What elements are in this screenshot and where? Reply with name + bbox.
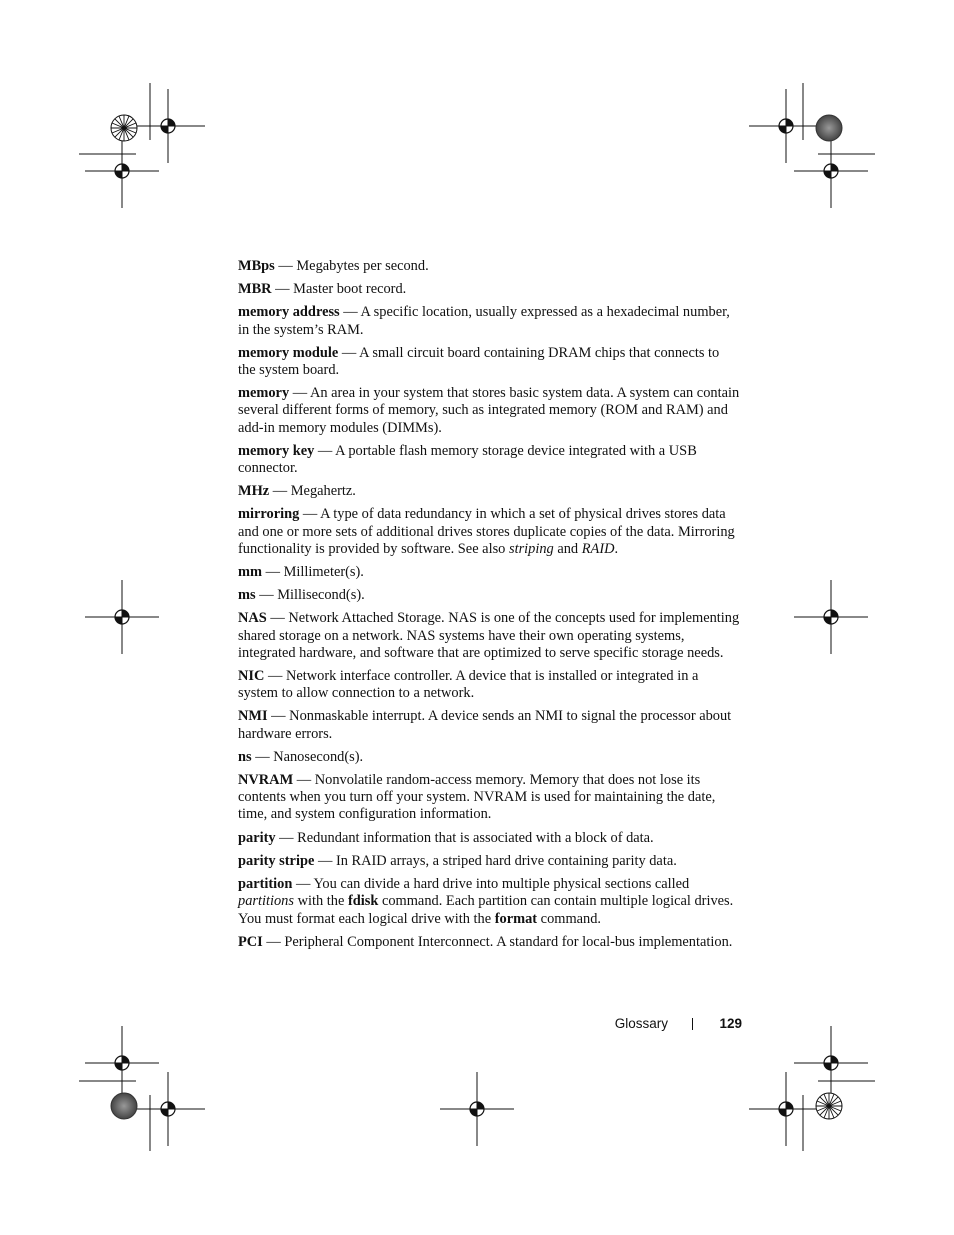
definition-text: In RAID arrays, a striped hard drive containing parity data.: [335, 852, 677, 869]
glossary-term: NAS: [238, 610, 267, 627]
term-separator: —: [269, 483, 291, 500]
definition-text: .: [614, 540, 619, 557]
crosshair-mark: [85, 580, 159, 654]
term-separator: —: [338, 344, 360, 361]
term-separator: —: [271, 281, 294, 298]
term-separator: —: [299, 506, 321, 523]
glossary-entry: [238, 506, 740, 558]
glossary-entry: [238, 749, 740, 766]
glossary-entry: [238, 483, 740, 500]
glossary-term: mirroring: [238, 506, 300, 523]
definition-text: Network Attached Storage. NAS is one of the concepts used for implementing shared storage on a network. NAS systems have their own operating systems, integrated hardware, and software that are optimized to serve specific storage needs.: [238, 610, 740, 661]
glossary-term: memory: [238, 385, 290, 402]
term-separator: —: [251, 748, 274, 765]
glossary-entry: [238, 708, 740, 742]
emphasis-text: RAID: [581, 540, 615, 557]
term-separator: —: [262, 933, 285, 950]
definition-text: Network interface controller. A device that is installed or integrated in a system to allow connection to a network.: [238, 668, 699, 702]
definition-text: Redundant information that is associated with a block of data.: [297, 829, 654, 846]
definition-text: You can divide a hard drive into multiple physical sections called: [313, 876, 690, 893]
glossary-term: MBR: [238, 281, 272, 298]
command-name: format: [494, 910, 538, 927]
glossary-term: MBps: [238, 258, 275, 274]
definition-text: Peripheral Component Interconnect. A standard for local-bus implementation.: [284, 933, 733, 950]
definition-text: Nonmaskable interrupt. A device sends an NMI to signal the processor about hardware errors.: [238, 708, 732, 742]
glossary-entry: [238, 587, 740, 604]
crosshair-mark: [749, 1072, 823, 1146]
definition-text: and: [553, 540, 582, 557]
definition-text: Millisecond(s).: [277, 587, 365, 604]
crosshair-mark: [749, 89, 823, 163]
glossary-entry: [238, 876, 740, 928]
command-name: fdisk: [347, 893, 379, 910]
sunburst-mark: [111, 115, 137, 141]
glossary-term: memory key: [238, 442, 315, 459]
glossary-term: parity stripe: [238, 852, 315, 869]
crosshair-mark: [794, 1026, 868, 1100]
term-separator: —: [293, 772, 315, 789]
definition-text: A type of data redundancy in which a set of physical drives stores data and one or more sets of additional drives stores duplicate copies of the data. Mirroring functionality is provided by software. See also: [238, 506, 735, 557]
glossary-entry: [238, 564, 740, 581]
definition-text: Megabytes per second.: [296, 258, 429, 274]
crosshair-mark: [131, 89, 205, 163]
glossary-entry: [238, 934, 740, 951]
term-separator: —: [314, 852, 336, 869]
gray-patch-mark: [111, 1093, 137, 1119]
definition-text: with the: [293, 893, 348, 910]
crosshair-mark: [131, 1072, 205, 1146]
definition-text: A portable flash memory storage device integrated with a USB connector.: [238, 442, 697, 477]
definition-text: A specific location, usually expressed as a hexadecimal number, in the system’s RAM.: [238, 304, 730, 338]
glossary-term: NVRAM: [238, 772, 294, 789]
crosshair-mark: [794, 134, 868, 208]
emphasis-text: partitions: [238, 893, 294, 910]
glossary-term: mm: [238, 564, 262, 581]
definition-text: Nonvolatile random-access memory. Memory that does not lose its contents when you turn off your system. NVRAM is used for maintaining the date, time, and system configuration information.: [238, 772, 716, 823]
definition-text: Megahertz.: [290, 483, 356, 500]
term-separator: —: [267, 708, 290, 725]
page-footer: [560, 1014, 742, 1034]
glossary-entry: [238, 258, 740, 275]
footer-divider: [692, 1018, 693, 1030]
glossary-list: [238, 258, 740, 957]
glossary-entry: [238, 853, 740, 870]
term-separator: —: [266, 610, 289, 627]
glossary-entry: [238, 668, 740, 702]
glossary-entry: [238, 772, 740, 824]
crosshair-mark: [794, 580, 868, 654]
glossary-term: NMI: [238, 708, 268, 725]
term-separator: —: [264, 668, 286, 685]
term-separator: —: [289, 385, 310, 402]
glossary-entry: [238, 610, 740, 662]
definition-text: An area in your system that stores basic system data. A system can contain several different forms of memory, such as integrated memory (ROM and RAM) and add-in memory modules (DIMMs).: [238, 385, 740, 436]
definition-text: Nanosecond(s).: [273, 748, 364, 765]
definition-text: command.: [537, 910, 602, 927]
glossary-term: memory address: [238, 304, 340, 321]
glossary-term: ns: [238, 748, 252, 765]
definition-text: Millimeter(s).: [283, 564, 364, 581]
glossary-entry: [238, 385, 740, 437]
sunburst-mark: [816, 1093, 842, 1119]
glossary-term: NIC: [238, 668, 265, 685]
term-separator: —: [261, 564, 284, 581]
crosshair-mark: [440, 1072, 514, 1146]
definition-text: Master boot record.: [293, 281, 407, 298]
glossary-entry: [238, 830, 740, 847]
definition-text: command. Each partition can contain multiple logical drives. You must format each logical drive with the: [238, 893, 734, 927]
glossary-entry: [238, 443, 740, 477]
glossary-term: ms: [238, 587, 256, 604]
term-separator: —: [274, 258, 297, 274]
glossary-term: memory module: [238, 344, 339, 361]
crosshair-mark: [85, 134, 159, 208]
crosshair-mark: [85, 1026, 159, 1100]
glossary-entry: [238, 345, 740, 379]
glossary-term: PCI: [238, 933, 263, 950]
glossary-entry: [238, 281, 740, 298]
term-separator: —: [255, 587, 278, 604]
emphasis-text: striping: [508, 540, 554, 557]
footer-section-title: Glossary: [614, 1016, 668, 1031]
glossary-entry: [238, 304, 740, 338]
glossary-term: partition: [238, 876, 293, 893]
page-number: 129: [719, 1016, 742, 1031]
term-separator: —: [275, 829, 298, 846]
glossary-term: parity: [238, 829, 276, 846]
definition-text: A small circuit board containing DRAM chips that connects to the system board.: [238, 344, 720, 379]
term-separator: —: [292, 876, 314, 893]
term-separator: —: [314, 442, 336, 459]
gray-patch-mark: [816, 115, 842, 141]
term-separator: —: [339, 304, 361, 321]
glossary-term: MHz: [238, 483, 270, 500]
